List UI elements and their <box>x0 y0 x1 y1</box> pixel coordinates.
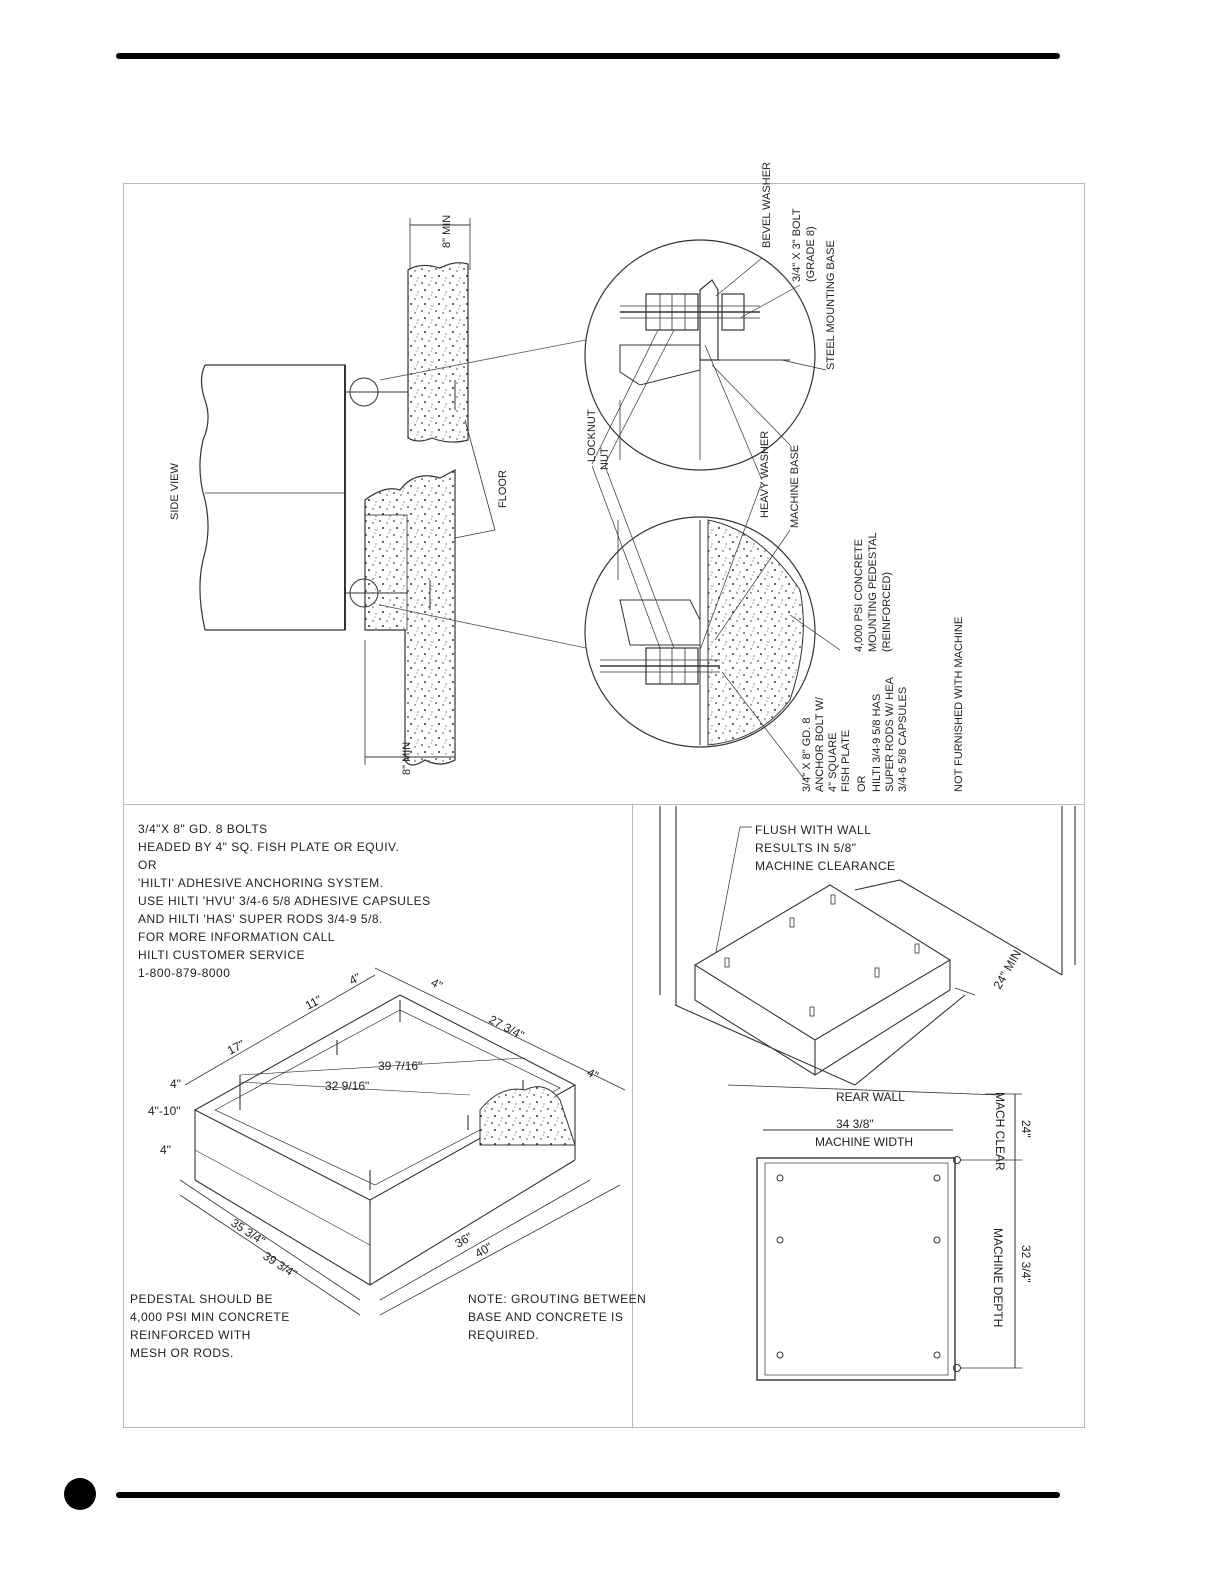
flush-note-line: MACHINE CLEARANCE <box>755 859 896 873</box>
pedestal-note-line: PEDESTAL SHOULD BE <box>130 1292 274 1306</box>
bevel-washer-label: BEVEL WASHER <box>761 162 773 248</box>
anchor-or-label: OR <box>856 775 868 792</box>
upper-floor-slab <box>408 263 468 442</box>
pedestal-label-1: 4,000 PSI CONCRETE <box>853 538 865 652</box>
dim-4-e: 4" <box>160 1143 171 1157</box>
pedestal-note-line: MESH OR RODS. <box>130 1346 234 1360</box>
dim-4-d: 4" <box>170 1077 181 1091</box>
grout-note <box>468 1290 646 1344</box>
pedestal-note <box>130 1290 290 1362</box>
machine-width-label: MACHINE WIDTH <box>815 1135 913 1149</box>
flush-note-line: FLUSH WITH WALL <box>755 823 872 837</box>
rear-wall-label: REAR WALL <box>836 1090 905 1104</box>
mach-clear-value: 24" <box>1019 1120 1033 1138</box>
pedestal-note-line: 4,000 PSI MIN CONCRETE <box>130 1310 290 1324</box>
bolt-grade-label: (GRADE 8) <box>805 226 817 282</box>
bolts-note-line: FOR MORE INFORMATION CALL <box>138 930 335 944</box>
grout-note-line: NOTE: GROUTING BETWEEN <box>468 1292 647 1306</box>
dim-4-a: 4" <box>346 970 364 988</box>
bolts-note-line: 3/4"X 8" GD. 8 BOLTS <box>138 822 268 836</box>
bolts-note-line: 'HILTI' ADHESIVE ANCHORING SYSTEM. <box>138 876 384 890</box>
pedestal-note-line: REINFORCED WITH <box>130 1328 251 1342</box>
steel-base-label: STEEL MOUNTING BASE <box>825 240 837 370</box>
hilti-label-2: SUPER RODS W/ HEA <box>884 677 896 792</box>
hilti-label-1: HILTI 3/4-9 5/8 HAS <box>871 693 883 792</box>
machine-side-outline <box>200 365 345 630</box>
mach-clear-label: MACH CLEAR <box>993 1092 1007 1171</box>
grout-note-line: REQUIRED. <box>468 1328 540 1342</box>
flush-note-line: RESULTS IN 5/8" <box>755 841 857 855</box>
dim-35-3-4: 35 3/4" <box>228 1215 268 1249</box>
bolt-label: 3/4" X 3" BOLT <box>791 208 803 282</box>
bolts-note-line: AND HILTI 'HAS' SUPER RODS 3/4-9 5/8. <box>138 912 383 926</box>
dim-40: 40" <box>472 1239 495 1261</box>
bolts-note-line: HEADED BY 4" SQ. FISH PLATE OR EQUIV. <box>138 840 400 854</box>
dim-27: 27 3/4" <box>486 1012 527 1043</box>
machine-base-label: MACHINE BASE <box>789 444 801 528</box>
machine-depth-value: 32 3/4" <box>1019 1245 1033 1283</box>
anchor-label-4: FISH PLATE <box>840 729 852 792</box>
locknut-label: LOCKNUT <box>586 409 598 462</box>
min-8-bottom: 8" MIN <box>401 741 413 775</box>
anchor-label-3: 4" SQUARE <box>827 732 839 792</box>
floor-label: FLOOR <box>497 470 509 508</box>
flush-note <box>755 821 896 875</box>
dim-39-7-16: 39 7/16" <box>378 1059 423 1073</box>
anchor-label-2: ANCHOR BOLT W/ <box>814 697 826 792</box>
bolts-note-line: USE HILTI 'HVU' 3/4-6 5/8 ADHESIVE CAPSULES <box>138 894 431 908</box>
pedestal-label-3: (REINFORCED) <box>881 571 893 652</box>
dim-36: 36" <box>452 1229 475 1251</box>
machine-depth-label: MACHINE DEPTH <box>991 1228 1005 1328</box>
min-8-top: 8" MIN <box>441 214 453 248</box>
bolts-note-line: OR <box>138 858 157 872</box>
heavy-washer-label: HEAVY WASHER <box>759 430 771 518</box>
hilti-label-3: 3/4-6 5/8 CAPSULES <box>897 686 909 792</box>
dim-17: 17" <box>224 1037 247 1058</box>
anchor-label-1: 3/4" X 8" GD. 8 <box>801 717 813 792</box>
min-24-label: 24" MIN <box>990 947 1025 992</box>
concrete-cutaway <box>480 1087 575 1145</box>
side-view-label: SIDE VIEW <box>169 463 181 520</box>
dim-4-c: 4" <box>584 1065 601 1083</box>
magnified-detail-lower <box>585 517 815 747</box>
bolts-note <box>138 820 431 982</box>
dim-4-b: 4" <box>428 975 445 993</box>
not-furnished-label: NOT FURNISHED WITH MACHINE <box>953 616 965 792</box>
bolts-note-line: 1-800-879-8000 <box>138 966 231 980</box>
bolts-note-line: HILTI CUSTOMER SERVICE <box>138 948 306 962</box>
machine-width-value: 34 3/8" <box>836 1117 874 1131</box>
pedestal-label-2: MOUNTING PEDESTAL <box>867 532 879 652</box>
dim-32-9-16: 32 9/16" <box>325 1079 370 1093</box>
dim-39-3-4: 39 3/4" <box>260 1248 300 1282</box>
dim-4-10: 4"-10" <box>148 1104 181 1118</box>
grout-note-line: BASE AND CONCRETE IS <box>468 1310 624 1324</box>
nut-label: NUT <box>599 447 611 470</box>
dim-11: 11" <box>302 992 325 1013</box>
